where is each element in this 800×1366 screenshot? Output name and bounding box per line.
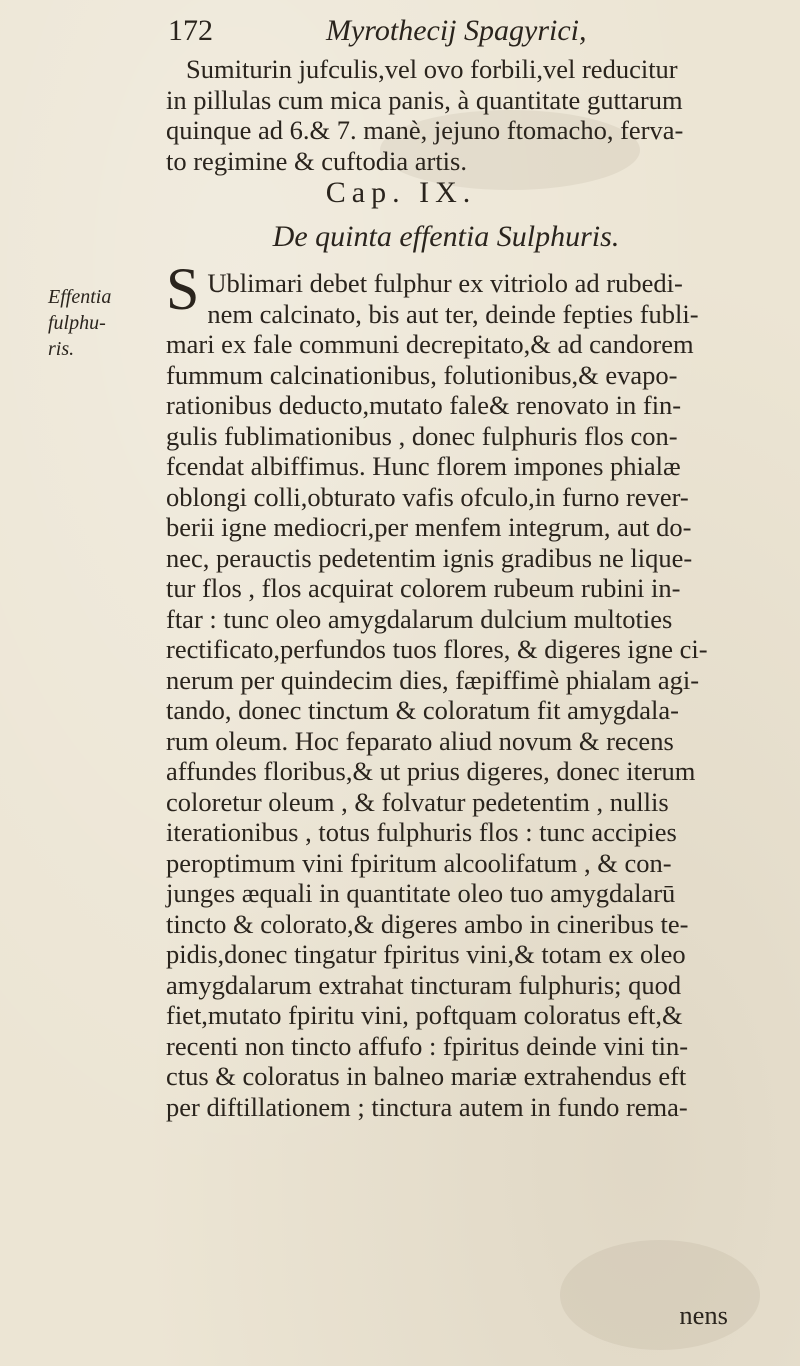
text-line <box>166 482 794 513</box>
text-line <box>166 848 794 879</box>
chapter-heading <box>166 176 636 210</box>
line-text: ctus & coloratus in balneo mariæ extrahendus eft <box>166 1061 687 1091</box>
text-line <box>166 1061 794 1092</box>
line-text: iterationibus , totus fulphuris flos : tunc accipies <box>166 817 677 847</box>
running-title: Myrothecij Spagyrici, <box>326 14 587 47</box>
line-text: fiet,mutato fpiritu vini, poftquam coloratus eft,& <box>166 1000 683 1030</box>
line-text: recenti non tincto affufo : fpiritus deinde vini tin- <box>166 1030 689 1061</box>
text-line <box>166 756 794 787</box>
text-line <box>166 695 794 726</box>
text-line <box>166 543 794 574</box>
text-line: quinque ad 6.& 7. manè, jejuno ftomacho, ferva- <box>166 115 684 145</box>
text-line <box>166 665 794 696</box>
line-text: oblongi colli,obturato vafis ofculo,in furno rever- <box>166 481 689 512</box>
page-number: 172 <box>168 14 213 47</box>
text-line <box>166 634 794 665</box>
text-line <box>166 970 794 1001</box>
page-header <box>168 14 788 54</box>
text-line <box>166 817 794 848</box>
text-line <box>166 421 794 452</box>
line-text: tur flos , flos acquirat colorem rubeum rubini in- <box>166 573 681 603</box>
paper-stain <box>560 1240 760 1350</box>
text-line <box>166 573 794 604</box>
text-line: Sumiturin jufculis,vel ovo forbili,vel reducitur <box>186 54 678 84</box>
line-text: rectificato,perfundos tuos flores, & digeres igne ci- <box>166 634 708 664</box>
line-text: Ublimari debet fulphur ex vitriolo ad rubedi- <box>207 268 683 298</box>
line-text: peroptimum vini fpiritum alcoolifatum , & con- <box>166 847 672 878</box>
marginal-note <box>48 284 144 362</box>
text-line <box>166 329 794 360</box>
text-line <box>166 726 794 757</box>
line-text: coloretur oleum , & folvatur pedetentim , nullis <box>166 786 669 817</box>
main-paragraph <box>166 256 794 1122</box>
catchword: nens <box>679 1300 728 1330</box>
line-text: mari ex fale communi decrepitato,& ad candorem <box>166 329 694 359</box>
text-line <box>166 451 794 482</box>
line-text: amygdalarum extrahat tincturam fulphuris; quod <box>166 969 682 1000</box>
text-line <box>166 1092 794 1123</box>
text-line <box>166 299 794 330</box>
text-line <box>166 390 794 421</box>
line-text: per diftillationem ; tinctura autem in fundo rema- <box>166 1091 688 1122</box>
text-line <box>166 878 794 909</box>
line-text: nerum per quindecim dies, fæpiffimè phialam agi- <box>166 664 700 695</box>
line-text: berii igne mediocri,per menfem integrum, aut do- <box>166 512 692 542</box>
marginal-note-line: ris. <box>48 338 75 360</box>
text-line <box>166 787 794 818</box>
text-line <box>166 1000 794 1031</box>
chapter-number: IX. <box>419 176 477 209</box>
text-line <box>166 909 794 940</box>
marginal-note-line: Effentia <box>48 286 112 308</box>
line-text: tincto & colorato,& digeres ambo in cineribus te- <box>166 908 689 939</box>
line-text: nem calcinato, bis aut ter, deinde fepties fubli- <box>207 298 699 329</box>
line-text: gulis fublimationibus , donec fulphuris flos con- <box>166 420 678 451</box>
line-text: fummum calcinationibus, folutionibus,& evapo- <box>166 359 678 390</box>
line-text: nec, perauctis pedetentim ignis gradibus ne lique- <box>166 542 693 573</box>
text-line <box>166 512 794 543</box>
line-text: affundes floribus,& ut prius digeres, donec iterum <box>166 756 696 786</box>
text-line <box>166 1031 794 1062</box>
text-line <box>166 604 794 635</box>
marginal-note-line: fulphu- <box>48 312 106 334</box>
line-text: fcendat albiffimus. Hunc florem impones phialæ <box>166 451 681 481</box>
intro-paragraph <box>166 54 794 176</box>
line-text: ftar : tunc oleo amygdalarum dulcium multoties <box>166 603 673 634</box>
line-text: tando, donec tinctum & coloratum fit amygdala- <box>166 695 679 725</box>
text-line: in pillulas cum mica panis, à quantitate guttarum <box>166 84 683 115</box>
line-text: rum oleum. Hoc feparato aliud novum & recens <box>166 725 674 756</box>
text-line <box>166 939 794 970</box>
chapter-label: Cap. <box>325 176 406 209</box>
line-text: pidis,donec tingatur fpiritus vini,& totam ex oleo <box>166 939 686 969</box>
text-line <box>166 360 794 391</box>
section-title: De quinta effentia Sulphuris. <box>272 220 620 253</box>
drop-cap: S <box>166 256 200 322</box>
text-line: to regimine & cuftodia artis. <box>166 145 467 176</box>
line-text: junges æquali in quantitate oleo tuo amygdalarū <box>166 878 676 908</box>
line-text: rationibus deducto,mutato fale& renovato in fin- <box>166 390 682 420</box>
